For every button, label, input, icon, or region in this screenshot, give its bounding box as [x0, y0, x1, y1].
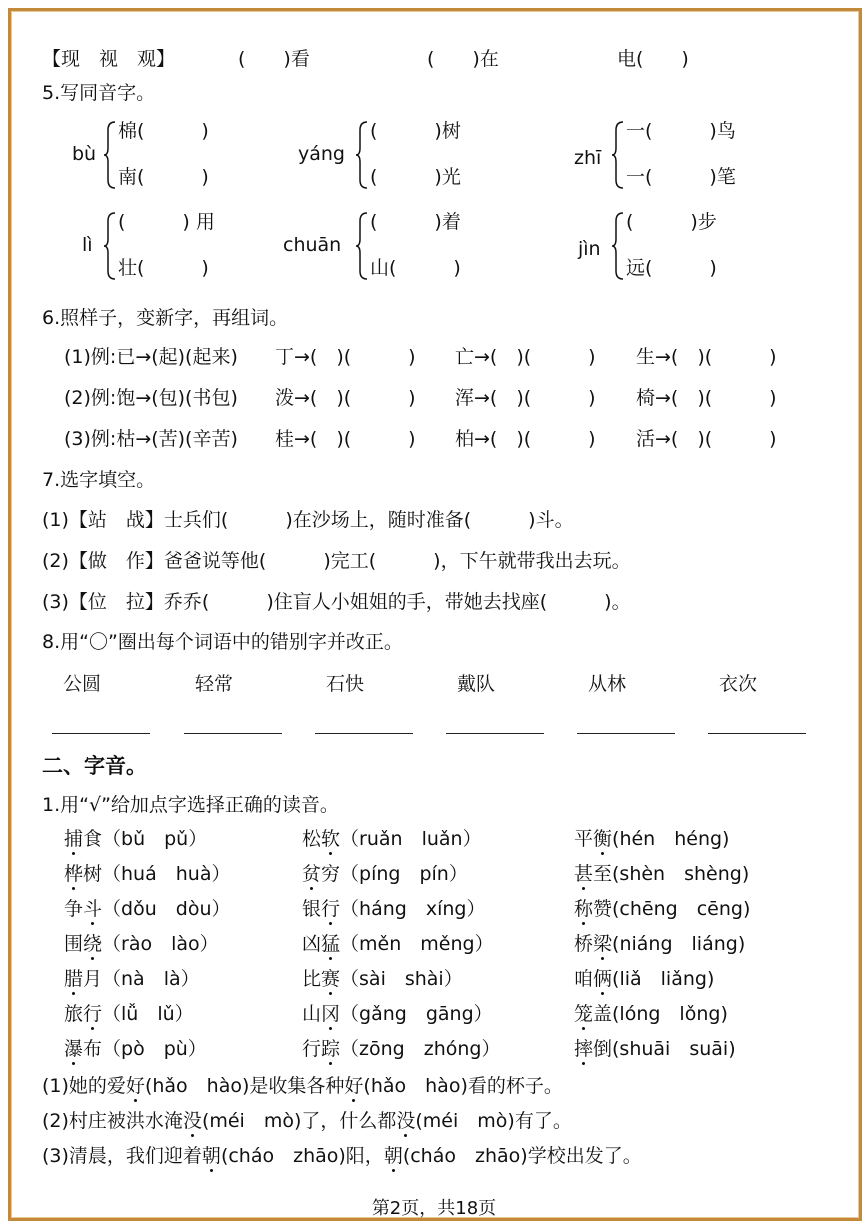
example-row: (2)例:饱→(包)(书包) — [64, 387, 238, 409]
pinyin-choice-item — [64, 863, 230, 885]
pinyin-options: (hén héng) — [612, 828, 730, 850]
sentence-text: (hǎo hào)看的杯子。 — [363, 1075, 563, 1097]
pinyin-options: 月（nà là） — [83, 968, 200, 990]
pinyin-label: lì — [82, 234, 93, 256]
dotted-character: 软 — [321, 828, 341, 850]
homophone-blank: 一( )笔 — [626, 166, 736, 188]
pinyin-label: chuān — [283, 234, 342, 256]
dotted-character: 贫 — [302, 863, 322, 885]
pinyin-choice-item — [302, 863, 468, 885]
pinyin-choice-item — [64, 828, 207, 850]
dotted-character: 冈 — [321, 1003, 341, 1025]
pinyin-choice-item — [574, 1003, 728, 1025]
pinyin-options: 树（huá huà） — [83, 863, 231, 885]
pinyin-choice-item — [574, 933, 745, 955]
brace-icon — [355, 120, 367, 190]
pinyin-choice-item — [302, 898, 485, 920]
pinyin-options: （měn měng） — [340, 933, 494, 955]
answer-line — [446, 733, 544, 734]
word-prefix: 比 — [302, 968, 322, 990]
answer-line — [577, 733, 675, 734]
pinyin-options: (niáng liáng) — [612, 933, 746, 955]
pinyin-choice-item — [64, 933, 219, 955]
sentence-text: (cháo zhāo)阳， — [220, 1145, 384, 1167]
pinyin-sentence — [42, 1075, 563, 1097]
homophone-blank: ( )步 — [626, 211, 717, 233]
dotted-character: 称 — [574, 898, 594, 920]
dotted-character: 摔 — [574, 1038, 594, 1060]
dotted-character: 桦 — [64, 863, 84, 885]
pinyin-choice-item — [302, 1003, 493, 1025]
pinyin-choice-item — [64, 898, 231, 920]
dotted-character: 绕 — [83, 933, 103, 955]
pinyin-options: （rào lào） — [102, 933, 219, 955]
fill-item: 电( ) — [617, 48, 689, 70]
pinyin-choice-item — [64, 1003, 194, 1025]
example-row: (3)例:枯→(苦)(辛苦) — [64, 428, 238, 450]
dotted-character: 朝 — [383, 1145, 403, 1167]
pinyin-label: bù — [72, 143, 97, 165]
word-prefix: 旅 — [64, 1003, 84, 1025]
word-prefix: 咱 — [574, 968, 594, 990]
pinyin-choice-item — [64, 968, 200, 990]
answer-line — [184, 733, 282, 734]
section-2-q1-title: 1.用“√”给加点字选择正确的读音。 — [42, 794, 339, 816]
dotted-character: 腊 — [64, 968, 84, 990]
sentence-text: (méi mò)有了。 — [415, 1110, 572, 1132]
dotted-character: 好 — [344, 1075, 364, 1097]
word-prefix: 凶 — [302, 933, 322, 955]
sentence-text: (2)村庄被洪水淹 — [42, 1110, 183, 1132]
new-char-blank: 泼→( )( ) — [275, 387, 416, 409]
pinyin-options: （dǒu dòu） — [102, 898, 231, 920]
fill-item: ( )在 — [427, 48, 499, 70]
dotted-character: 猛 — [321, 933, 341, 955]
pinyin-choice-item — [574, 828, 729, 850]
brace-icon — [611, 211, 623, 281]
pinyin-choice-item — [302, 968, 463, 990]
pinyin-options: （sài shài） — [340, 968, 463, 990]
new-char-blank: 浑→( )( ) — [455, 387, 596, 409]
answer-line — [708, 733, 806, 734]
pinyin-options: 穷（píng pín） — [321, 863, 468, 885]
wrong-word: 轻常 — [195, 673, 234, 695]
fill-sentence: (3)【位 拉】乔乔( )住盲人小姐姐的手，带她去找座( )。 — [42, 591, 631, 613]
homophone-blank: ( ) 用 — [118, 211, 215, 233]
pinyin-label: jìn — [578, 238, 601, 260]
homophone-blank: ( )着 — [370, 211, 461, 233]
question-7-title: 7.选字填空。 — [42, 469, 156, 491]
sentence-text: (méi mò)了，什么都 — [201, 1110, 397, 1132]
pinyin-choice-item — [574, 1038, 736, 1060]
pinyin-options: (liǎ liǎng) — [612, 968, 715, 990]
pinyin-choice-item — [302, 828, 482, 850]
brace-icon — [103, 120, 115, 190]
pinyin-options: 布（pò pù） — [83, 1038, 207, 1060]
new-char-blank: 椅→( )( ) — [636, 387, 777, 409]
homophone-blank: 一( )鸟 — [626, 120, 736, 142]
homophone-blank: 山( ) — [370, 257, 461, 279]
new-char-blank: 柏→( )( ) — [455, 428, 596, 450]
pinyin-sentence — [42, 1145, 642, 1167]
word-prefix: 行 — [302, 1038, 322, 1060]
pinyin-choice-item — [64, 1038, 207, 1060]
dotted-character: 行 — [83, 1003, 103, 1025]
homophone-blank: 南( ) — [118, 166, 209, 188]
word-prefix: 争 — [64, 898, 84, 920]
pinyin-label: zhī — [574, 147, 602, 169]
homophone-blank: 棉( ) — [118, 120, 209, 142]
sentence-text: (3)清晨，我们迎着 — [42, 1145, 202, 1167]
wrong-word: 衣次 — [719, 673, 758, 695]
page-number: 第2页，共18页 — [371, 1198, 497, 1219]
sentence-text: (1)她的爱 — [42, 1075, 126, 1097]
new-char-blank: 活→( )( ) — [636, 428, 777, 450]
brace-icon — [355, 211, 367, 281]
word-prefix: 松 — [302, 828, 322, 850]
pinyin-options: 赞(chēng cēng) — [593, 898, 751, 920]
dotted-character: 俩 — [593, 968, 613, 990]
word-prefix: 桥 — [574, 933, 594, 955]
pinyin-options: 盖(lóng lǒng) — [593, 1003, 728, 1025]
dotted-character: 朝 — [201, 1145, 221, 1167]
wrong-word: 从林 — [588, 673, 627, 695]
dotted-character: 没 — [182, 1110, 202, 1132]
pinyin-choice-item — [574, 968, 714, 990]
pinyin-choice-item — [302, 1038, 500, 1060]
pinyin-label: yáng — [298, 143, 345, 165]
dotted-character: 甚 — [574, 863, 594, 885]
wrong-word: 公圆 — [63, 673, 102, 695]
dotted-character: 行 — [321, 898, 341, 920]
dotted-character: 瀑 — [64, 1038, 84, 1060]
dotted-character: 笼 — [574, 1003, 594, 1025]
word-prefix: 围 — [64, 933, 84, 955]
word-prefix: 山 — [302, 1003, 322, 1025]
pinyin-options: 倒(shuāi suāi) — [593, 1038, 736, 1060]
dotted-character: 梁 — [593, 933, 613, 955]
question-8-title: 8.用“〇”圈出每个词语中的错别字并改正。 — [42, 631, 403, 653]
pinyin-choice-item — [574, 898, 750, 920]
section-2-heading: 二、字音。 — [42, 754, 147, 778]
pinyin-options: （ruǎn luǎn） — [340, 828, 482, 850]
wrong-word: 戴队 — [457, 673, 496, 695]
pinyin-options: （gǎng gāng） — [340, 1003, 493, 1025]
dotted-character: 踪 — [321, 1038, 341, 1060]
answer-line — [52, 733, 150, 734]
dotted-character: 赛 — [321, 968, 341, 990]
homophone-blank: 远( ) — [626, 257, 717, 279]
fill-sentence: (2)【做 作】爸爸说等他( )完工( )，下午就带我出去玩。 — [42, 550, 631, 572]
fill-sentence: (1)【站 战】士兵们( )在沙场上，随时准备( )斗。 — [42, 509, 574, 531]
pinyin-choice-item — [302, 933, 494, 955]
question-6-title: 6.照样子，变新字，再组词。 — [42, 307, 289, 329]
new-char-blank: 生→( )( ) — [636, 346, 777, 368]
example-row: (1)例:已→(起)(起来) — [64, 346, 238, 368]
word-prefix: 银 — [302, 898, 322, 920]
word-prefix: 平 — [574, 828, 594, 850]
dotted-character: 斗 — [83, 898, 103, 920]
dotted-character: 好 — [125, 1075, 145, 1097]
new-char-blank: 桂→( )( ) — [275, 428, 416, 450]
wrong-word: 石快 — [326, 673, 365, 695]
pinyin-options: （háng xíng） — [340, 898, 486, 920]
new-char-blank: 亡→( )( ) — [455, 346, 596, 368]
answer-line — [315, 733, 413, 734]
homophone-blank: 壮( ) — [118, 257, 209, 279]
new-char-blank: 丁→( )( ) — [275, 346, 416, 368]
sentence-text: (cháo zhāo)学校出发了。 — [402, 1145, 642, 1167]
dotted-character: 捕 — [64, 828, 84, 850]
fill-item: ( )看 — [238, 48, 310, 70]
pinyin-sentence — [42, 1110, 572, 1132]
pinyin-options: 至(shèn shèng) — [593, 863, 750, 885]
brace-icon — [611, 120, 623, 190]
homophone-blank: ( )树 — [370, 120, 461, 142]
sentence-text: (hǎo hào)是收集各种 — [144, 1075, 345, 1097]
char-group-label: 【现 视 观】 — [42, 48, 176, 70]
dotted-character: 没 — [396, 1110, 416, 1132]
dotted-character: 衡 — [593, 828, 613, 850]
pinyin-choice-item — [574, 863, 749, 885]
pinyin-options: 食（bǔ pǔ） — [83, 828, 208, 850]
question-5-title: 5.写同音字。 — [42, 82, 156, 104]
brace-icon — [103, 211, 115, 281]
pinyin-options: （zōng zhóng） — [340, 1038, 501, 1060]
homophone-blank: ( )光 — [370, 166, 461, 188]
pinyin-options: （lǚ lǔ） — [102, 1003, 194, 1025]
